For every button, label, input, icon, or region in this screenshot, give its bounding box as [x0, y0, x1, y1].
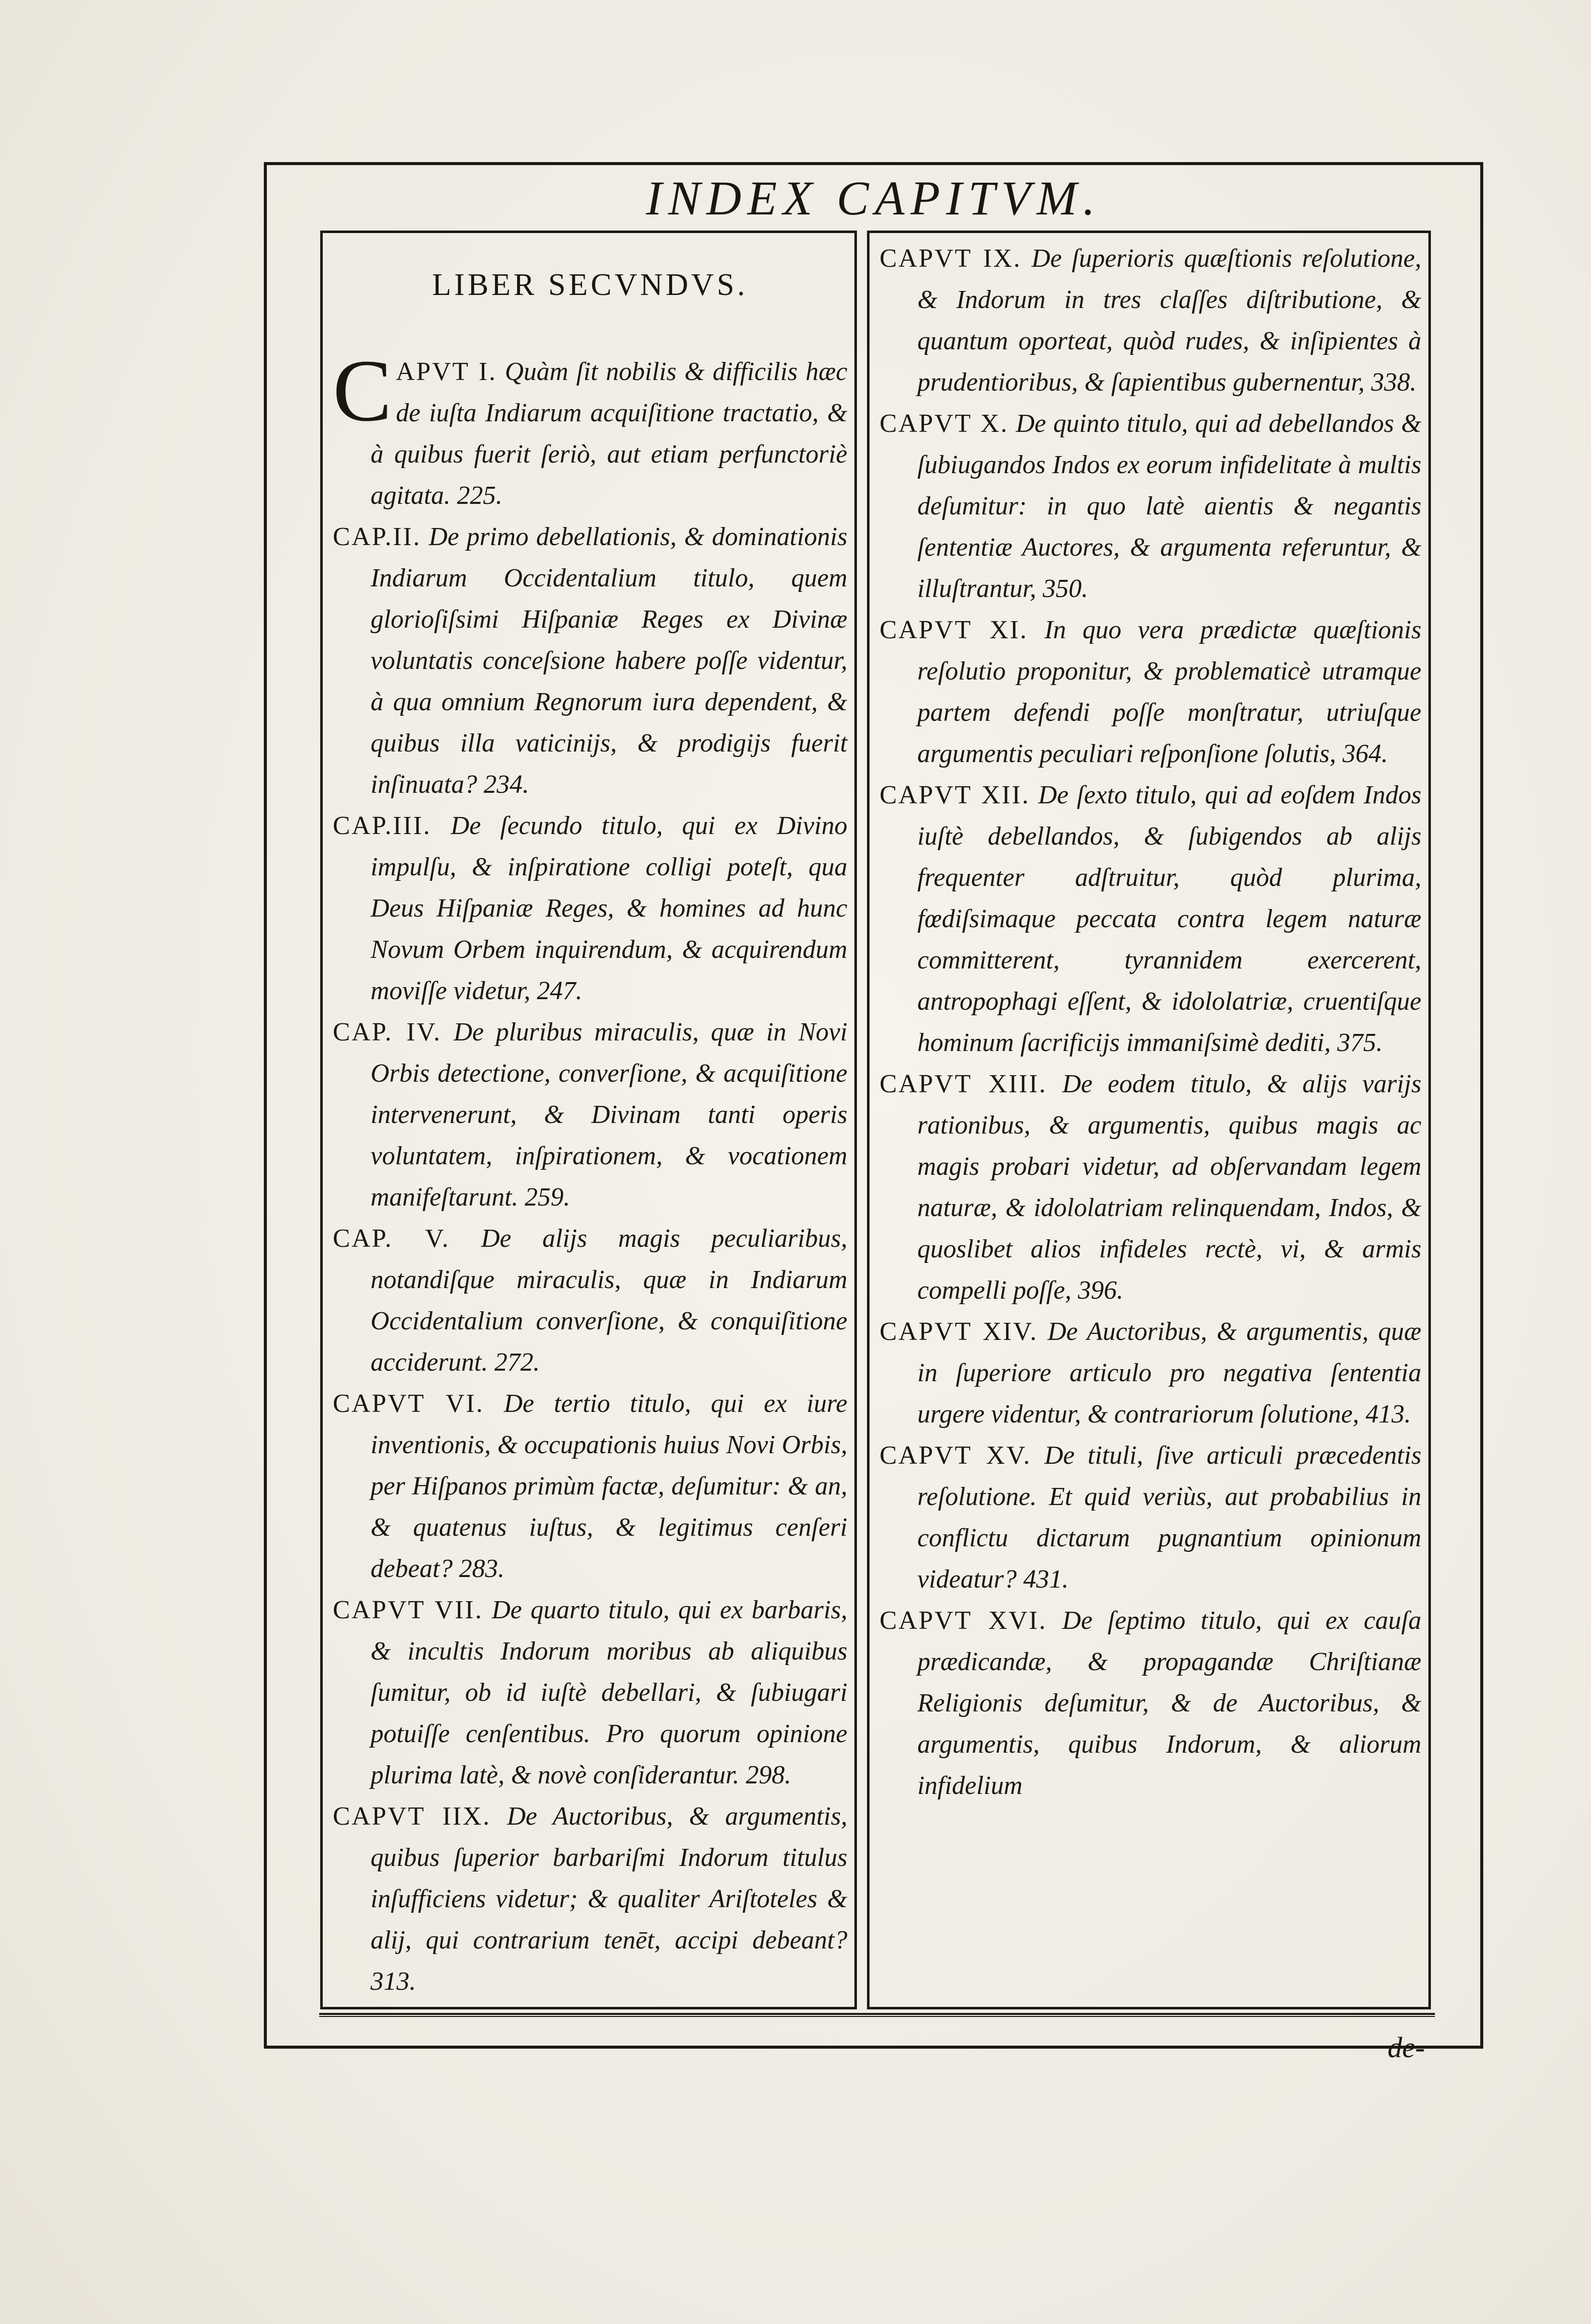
- chapter-heading: CAP. V.: [333, 1224, 450, 1253]
- chapter-entry: [333, 342, 848, 516]
- catchword: de-: [1388, 2031, 1425, 2064]
- chapter-entry: [333, 1590, 847, 1796]
- chapter-text: De primo debellationis, & dominationis Indiarum Occidentalium titulo, quem glorioſiſsimi Hiſpaniæ Reges ex Divinæ voluntatis conceſsione habere poſſe videntur, à qua omnium Regnorum iura dependent, & quibus illa vaticinijs, & prodigijs fuerit inſinuata? 234.: [371, 522, 848, 799]
- chapter-heading: CAPVT X.: [880, 409, 1009, 438]
- chapter-heading: CAPVT VI.: [333, 1389, 484, 1418]
- chapter-entry: [880, 775, 1421, 1064]
- chapter-text: De quarto titulo, qui ex barbaris, & incultis Indorum moribus ab aliquibus ſumitur, ob id iuſtè debellari, & ſubiugari potuiſſe cenſentibus. Pro quorum opinione plurima latè, & novè conſiderantur. 298.: [371, 1596, 848, 1789]
- chapter-text: De Auctoribus, & argumentis, quibus ſuperior barbariſmi Indorum titulus inſufficiens videtur; & qualiter Ariſtoteles & alij, qui contrarium tenēt, accipi debeant? 313.: [371, 1802, 847, 1996]
- chapter-entry: [880, 238, 1421, 403]
- chapter-heading: CAP.III.: [333, 811, 431, 840]
- chapter-text: De ſecundo titulo, qui ex Divino impulſu, & inſpiratione colligi poteſt, qua Deus Hiſpaniæ Reges, & homines ad hunc Novum Orbem inquirendum, & acquirendum moviſſe videtur, 247.: [371, 811, 848, 1005]
- chapter-text: De ſuperioris quæſtionis reſolutione, & Indorum in tres claſſes diſtributione, & quantum oporteat, quòd rudes, & inſipientes à prudentioribus, & ſapientibus gubernentur, 338.: [917, 244, 1422, 397]
- chapter-heading: CAPVT XII.: [880, 781, 1030, 809]
- chapter-entry: [880, 1600, 1421, 1807]
- index-frame: [264, 162, 1483, 2049]
- left-column: [320, 231, 857, 2009]
- chapter-heading: CAPVT VII.: [333, 1596, 483, 1624]
- chapter-text: Quàm ſit nobilis & difficilis hæc de iuſta Indiarum acquiſitione tractatio, & à quibus fuerit ſeriò, aut etiam perfunctoriè agitata. 225.: [371, 357, 848, 510]
- drop-cap: C: [333, 342, 392, 440]
- chapter-heading: CAPVT XI.: [880, 616, 1028, 644]
- book-heading: LIBER SECVNDVS.: [432, 268, 748, 302]
- chapter-text: De eodem titulo, & alijs varijs rationibus, & argumentis, quibus magis ac magis probari videtur, ad obſervandam legem naturæ, & idololatriam relinquendam, Indos, & quoslibet alios infideles rectè, vi, & armis compelli poſſe, 396.: [917, 1070, 1421, 1305]
- chapter-heading: APVT I.: [396, 357, 497, 386]
- chapter-text: In quo vera prædictæ quæſtionis reſolutio proponitur, & problematicè utramque partem defendi poſſe monſtratur, utriuſque argumentis peculiari reſponſione ſolutis, 364.: [917, 616, 1422, 768]
- chapter-entry: [333, 516, 847, 805]
- chapter-text: De tituli, ſive articuli præcedentis reſolutione. Et quid veriùs, aut probabilius in conflictu dictarum pugnantium opinionum videatur? 431.: [917, 1441, 1422, 1594]
- chapter-entry: [333, 1218, 847, 1383]
- chapter-entry: [880, 403, 1421, 610]
- chapter-entry: [333, 1383, 847, 1590]
- chapter-heading: CAP. IV.: [333, 1018, 442, 1046]
- chapter-heading: CAPVT XVI.: [880, 1606, 1047, 1635]
- chapter-heading: CAPVT IIX.: [333, 1802, 491, 1831]
- chapter-text: De pluribus miraculis, quæ in Novi Orbis detectione, converſione, & acquiſitione intervenerunt, & Divinam tanti operis voluntatem, inſpirationem, & vocationem manifeſtarunt. 259.: [371, 1018, 848, 1212]
- chapter-text: De Auctoribus, & argumentis, quæ in ſuperiore articulo pro negativa ſententia urgere videntur, & contrariorum ſolutione, 413.: [917, 1317, 1421, 1429]
- chapter-entry: [880, 610, 1421, 775]
- chapter-text: De quinto titulo, qui ad debellandos & ſubiugandos Indos ex eorum infidelitate à multis deſumitur: in quo latè aientis & negantis ſententiæ Auctores, & argumenta referuntur, & illuſtrantur, 350.: [917, 409, 1421, 603]
- chapter-heading: CAP.II.: [333, 522, 421, 551]
- chapter-entry: [880, 1064, 1421, 1311]
- chapter-text: De alijs magis peculiaribus, notandiſque miraculis, quæ in Indiarum Occidentalium converſione, & conquiſitione acciderunt. 272.: [371, 1224, 847, 1377]
- bottom-rule: [319, 2013, 1435, 2017]
- chapter-heading: CAPVT XV.: [880, 1441, 1032, 1470]
- chapter-heading: CAPVT XIV.: [880, 1317, 1038, 1346]
- chapter-entry: [880, 1435, 1421, 1600]
- chapter-entry: [333, 1796, 847, 2002]
- chapter-text: De ſeptimo titulo, qui ex cauſa prædicandæ, & propagandæ Chriſtianæ Religionis deſumitur, & de Auctoribus, & argumentis, quibus Indorum, & aliorum infidelium: [917, 1606, 1422, 1800]
- chapter-text: De ſexto titulo, qui ad eoſdem Indos iuſtè debellandos, & ſubigendos ab alijs frequenter adſtruitur, quòd plurima, fœdiſsimaque peccata contra legem naturæ committerent, tyrannidem exercerent, antropophagi eſſent, & idololatriæ, cruentiſque hominum ſacrificijs immaniſsimè dediti, 375.: [917, 781, 1421, 1057]
- chapter-heading: CAPVT IX.: [880, 244, 1022, 273]
- chapter-entry: [880, 1311, 1421, 1435]
- chapter-entry: [333, 805, 847, 1012]
- chapter-text: De tertio titulo, qui ex iure inventionis, & occupationis huius Novi Orbis, per Hiſpanos primùm factæ, deſumitur: & an, & quatenus iuſtus, & legitimus cenſeri debeat? 283.: [371, 1389, 848, 1583]
- page-title: INDEX CAPITVM.: [646, 171, 1101, 225]
- chapter-heading: CAPVT XIII.: [880, 1070, 1047, 1098]
- chapter-entry: [333, 1012, 847, 1218]
- right-column: [867, 231, 1431, 2009]
